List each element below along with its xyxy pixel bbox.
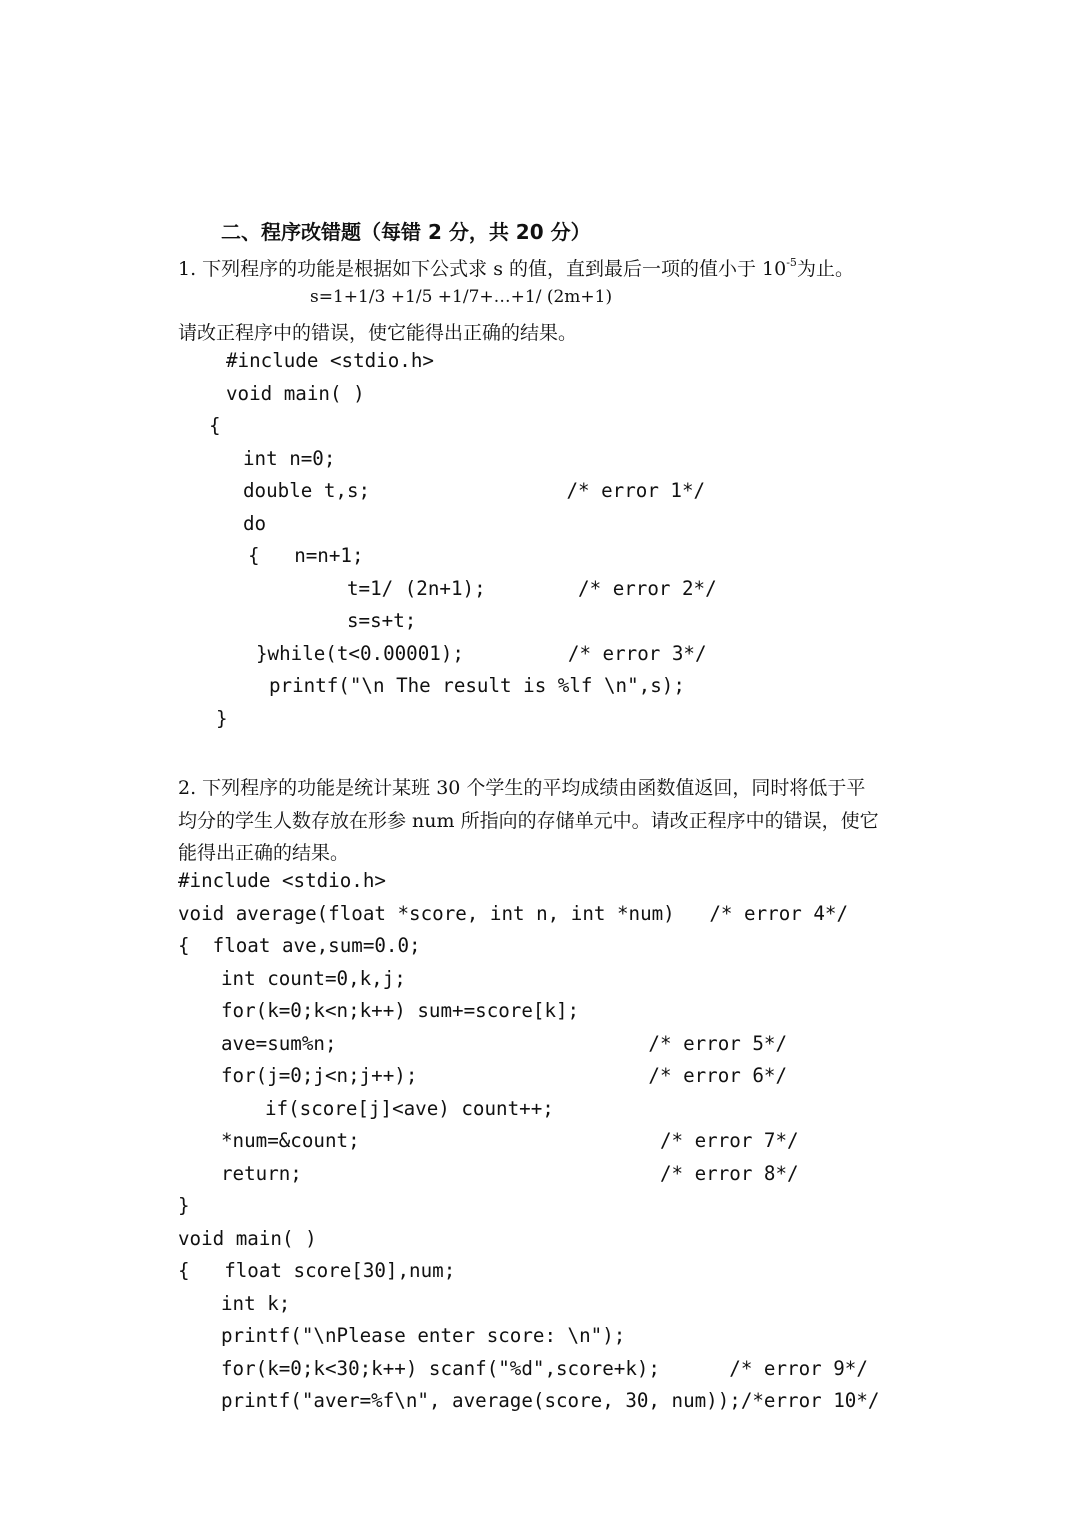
code-line: printf("\nPlease enter score: \n"); xyxy=(221,1324,626,1347)
q1-intro-text: 1. 下列程序的功能是根据如下公式求 s 的值，直到最后一项的值小于 10 xyxy=(178,258,787,280)
code-line: printf("aver=%f\n", average(score, 30, num));/*error 10*/ xyxy=(221,1389,880,1412)
code-line: s=s+t; xyxy=(347,609,417,632)
code-line: }while(t<0.00001); /* error 3*/ xyxy=(256,642,707,665)
code-line: t=1/ (2n+1); /* error 2*/ xyxy=(347,577,717,600)
code-line: if(score[j]<ave) count++; xyxy=(265,1097,554,1120)
q1-formula: s=1+1/3 +1/5 +1/7+…+1/ (2m+1) xyxy=(310,287,613,307)
q2-intro-line: 能得出正确的结果。 xyxy=(178,842,350,864)
code-line: do xyxy=(243,512,267,535)
code-line: for(k=0;k<30;k++) scanf("%d",score+k); /* error 9*/ xyxy=(221,1357,868,1380)
code-line: { n=n+1; xyxy=(248,544,364,567)
code-line: } xyxy=(178,1194,190,1217)
q1-instruction: 请改正程序中的错误，使它能得出正确的结果。 xyxy=(178,322,578,344)
code-line: { float score[30],num; xyxy=(178,1259,456,1282)
code-line: return; /* error 8*/ xyxy=(221,1162,799,1185)
q1-intro xyxy=(178,254,854,281)
code-line: *num=&count; /* error 7*/ xyxy=(221,1129,799,1152)
code-line: for(j=0;j<n;j++); /* error 6*/ xyxy=(221,1064,788,1087)
code-line: ave=sum%n; /* error 5*/ xyxy=(221,1032,788,1055)
code-line: { xyxy=(209,414,221,437)
code-line: void main( ) xyxy=(226,382,365,405)
q1-intro-end: 为止。 xyxy=(796,258,854,280)
code-line: double t,s; /* error 1*/ xyxy=(243,479,706,502)
section-title: 二、程序改错题（每错 2 分，共 20 分） xyxy=(221,220,591,244)
code-line: void main( ) xyxy=(178,1227,317,1250)
code-line: int count=0,k,j; xyxy=(221,967,406,990)
code-line: { float ave,sum=0.0; xyxy=(178,934,421,957)
code-line: int n=0; xyxy=(243,447,336,470)
code-line: void average(float *score, int n, int *num) /* error 4*/ xyxy=(178,902,849,925)
q2-intro-line: 均分的学生人数存放在形参 num 所指向的存储单元中。请改正程序中的错误，使它 xyxy=(178,810,879,832)
q1-intro-exponent: -5 xyxy=(786,255,797,269)
code-line: for(k=0;k<n;k++) sum+=score[k]; xyxy=(221,999,580,1022)
code-line: #include <stdio.h> xyxy=(226,349,434,372)
code-line: #include <stdio.h> xyxy=(178,869,386,892)
code-line: int k; xyxy=(221,1292,291,1315)
code-line: printf("\n The result is %lf \n",s); xyxy=(269,674,685,697)
q2-intro-line: 2. 下列程序的功能是统计某班 30 个学生的平均成绩由函数值返回，同时将低于平 xyxy=(178,777,866,799)
code-line: } xyxy=(216,707,228,730)
